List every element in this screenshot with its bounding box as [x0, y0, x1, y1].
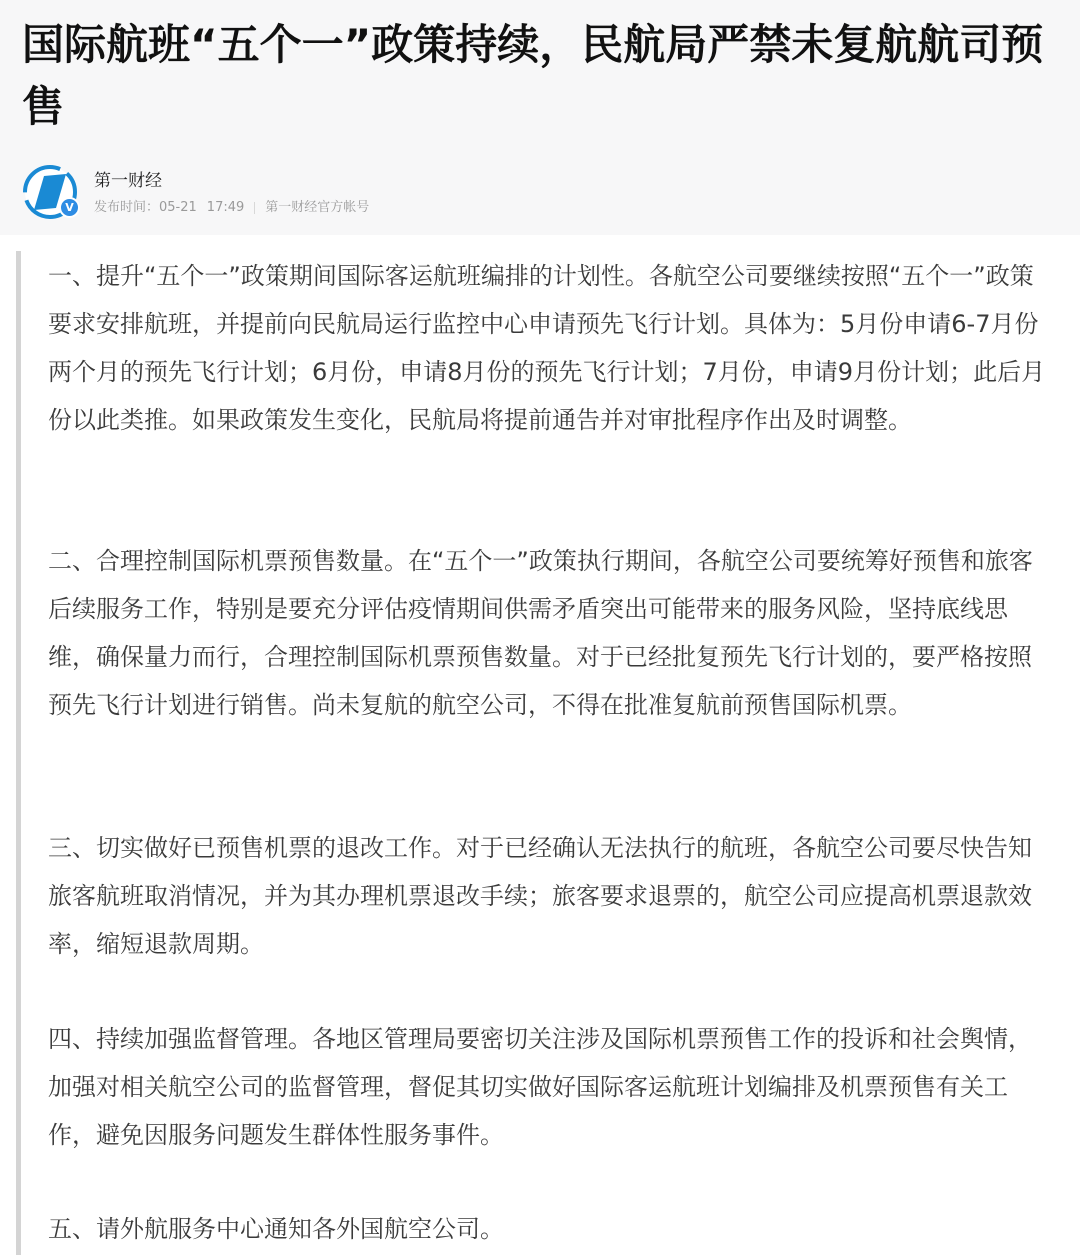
paragraph-2: 二、合理控制国际机票预售数量。在“五个一”政策执行期间，各航空公司要统筹好预售和旅客后续服务工作，特别是要充分评估疫情期间供需矛盾突出可能带来的服务风险，坚持底线思维，确保量力而行，合理控制国际机票预售数量。对于已经批复预先飞行计划的，要严格按照预先飞行计划进行销售。尚未复航的航空公司，不得在批准复航前预售国际机票。: [48, 547, 1033, 719]
paragraph-5: 五、请外航服务中心通知各外国航空公司。: [48, 1215, 504, 1243]
author-row: [22, 164, 369, 224]
verified-badge-icon: V: [59, 197, 80, 218]
publish-label: 发布时间：: [94, 200, 160, 215]
paragraph-4: 四、持续加强监督管理。各地区管理局要密切关注涉及国际机票预售工作的投诉和社会舆情，加强对相关航空公司的监督管理，督促其切实做好国际客运航班计划编排及机票预售有关工作，避免因服务问题发生群体性服务事件。: [48, 1025, 1032, 1149]
author-name[interactable]: 第一财经: [94, 171, 162, 191]
paragraph-1: 一、提升“五个一”政策期间国际客运航班编排的计划性。各航空公司要继续按照“五个一”政策要求安排航班，并提前向民航局运行监控中心申请预先飞行计划。具体为：5月份申请6-7月份两个月的预先飞行计划；6月份，申请8月份的预先飞行计划；7月份，申请9月份计划；此后月份以此类推。如果政策发生变化，民航局将提前通告并对审批程序作出及时调整。: [48, 262, 1046, 434]
meta-divider: [254, 202, 255, 214]
article-header: [0, 0, 1080, 235]
article-title: 国际航班“五个一”政策持续，民航局严禁未复航航司预售: [22, 20, 1044, 131]
publish-time: 17:49: [206, 200, 245, 215]
publish-date: 05-21: [159, 200, 197, 215]
blockquote-bar: [16, 251, 21, 1255]
account-type: 第一财经官方帐号: [265, 200, 370, 215]
author-info: [94, 170, 369, 217]
avatar[interactable]: [22, 164, 78, 220]
publish-meta: [94, 199, 369, 217]
article-body: [0, 235, 1080, 1255]
paragraph-3: 三、切实做好已预售机票的退改工作。对于已经确认无法执行的航班，各航空公司要尽快告知旅客航班取消情况，并为其办理机票退改手续；旅客要求退票的，航空公司应提高机票退款效率，缩短退款周期。: [48, 834, 1032, 958]
